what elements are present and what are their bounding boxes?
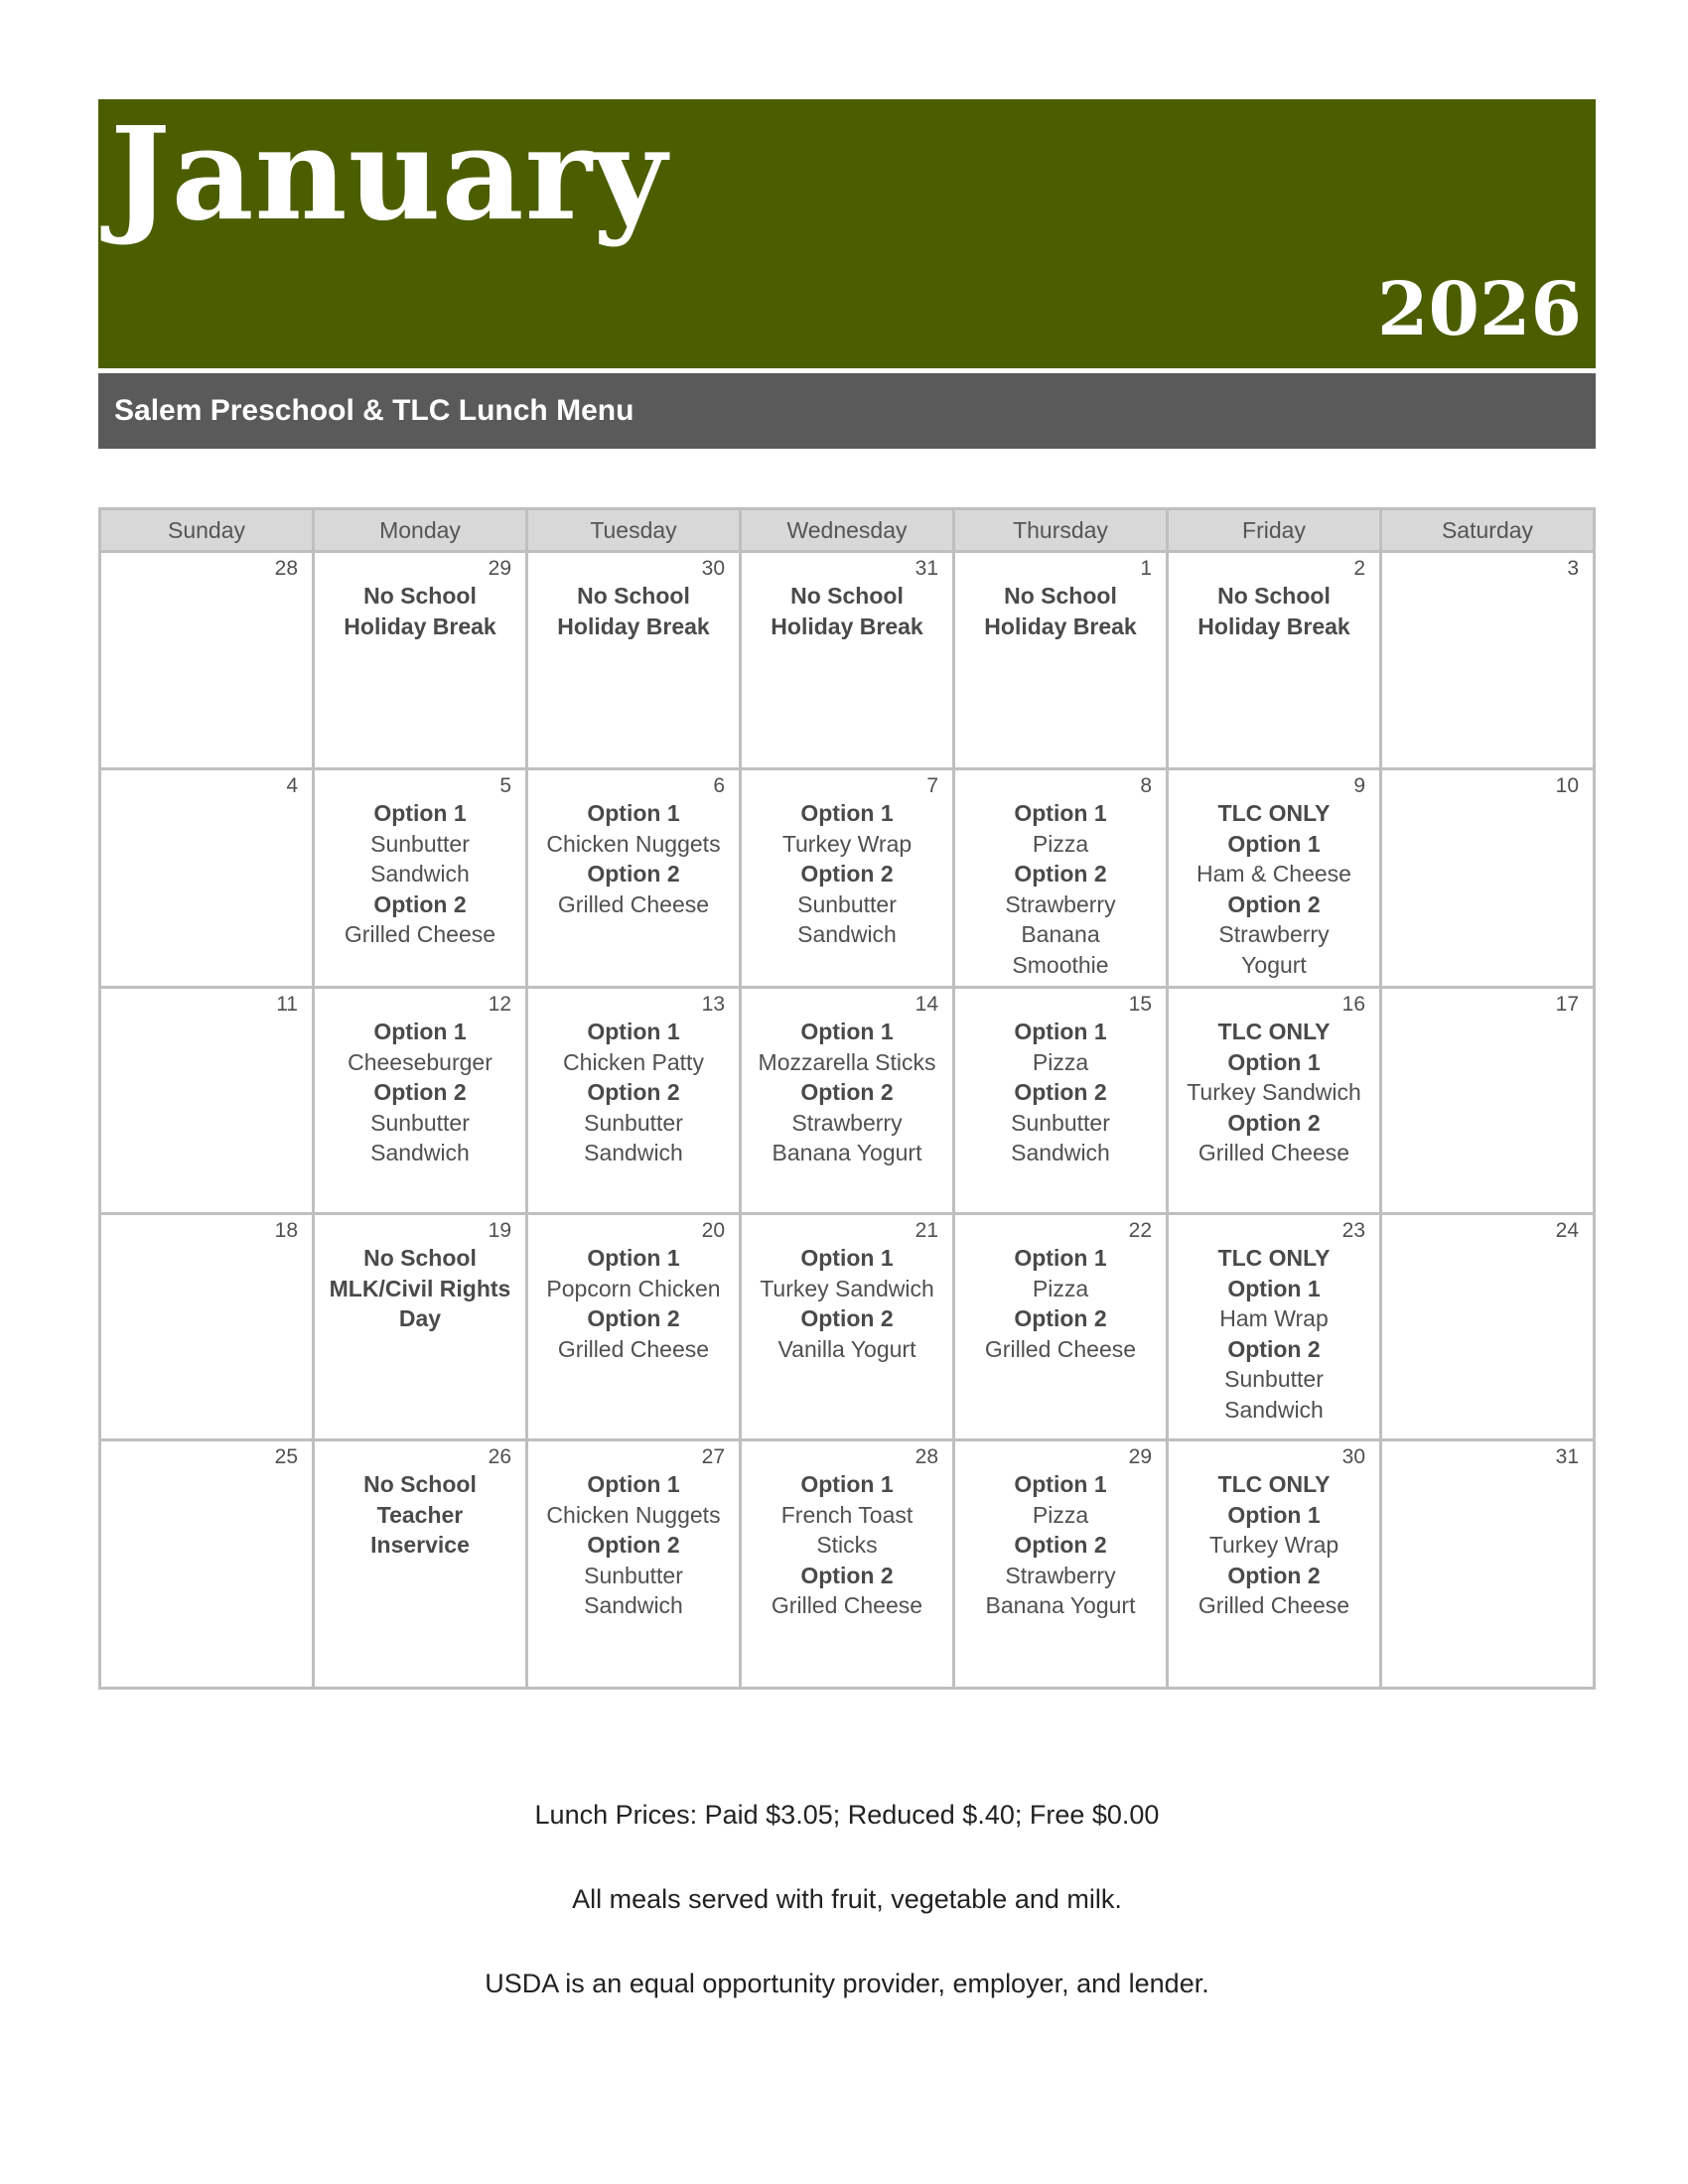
calendar-week-row xyxy=(100,552,1595,769)
menu-heading: TLC ONLY xyxy=(1217,1019,1331,1044)
menu-heading: Option 2 xyxy=(800,1305,894,1331)
menu-item: Pizza xyxy=(1032,1501,1089,1528)
weekday-header-row xyxy=(100,509,1595,552)
calendar-day-cell xyxy=(527,769,741,988)
menu-item: Pizza xyxy=(1032,1275,1089,1301)
menu-item: Grilled Cheese xyxy=(344,921,496,947)
menu-heading: Option 2 xyxy=(1227,1562,1321,1588)
calendar-day-cell xyxy=(1381,552,1595,769)
menu-item: Strawberry xyxy=(1218,921,1330,947)
weekday-sunday: Sunday xyxy=(100,509,314,552)
calendar-day-cell xyxy=(314,1440,527,1689)
menu-item: Vanilla Yogurt xyxy=(777,1335,916,1362)
calendar-day-cell xyxy=(100,988,314,1214)
menu-item: Turkey Wrap xyxy=(1208,1532,1339,1558)
menu-item: Banana Yogurt xyxy=(985,1592,1136,1618)
calendar-day-cell xyxy=(1381,988,1595,1214)
menu-heading: Option 2 xyxy=(1227,890,1321,917)
month-header-banner xyxy=(98,99,1596,368)
day-number: 31 xyxy=(1555,1445,1579,1468)
menu-item: Chicken Nuggets xyxy=(546,1501,721,1528)
day-number: 30 xyxy=(1341,1445,1365,1468)
menu-heading: Option 1 xyxy=(1227,1275,1321,1301)
day-number: 28 xyxy=(274,557,298,580)
day-number: 4 xyxy=(286,774,298,797)
day-number: 5 xyxy=(499,774,511,797)
calendar-day-cell xyxy=(954,1440,1168,1689)
menu-item: Grilled Cheese xyxy=(771,1592,923,1618)
menu-item: Grilled Cheese xyxy=(984,1335,1137,1362)
menu-item: Strawberry xyxy=(1005,1562,1116,1588)
menu-item: Sandwich xyxy=(370,861,470,887)
menu-item: Sandwich xyxy=(797,921,897,947)
menu-heading: Inservice xyxy=(370,1532,470,1558)
weekday-thursday: Thursday xyxy=(954,509,1168,552)
menu-subtitle-banner xyxy=(98,373,1596,449)
day-number: 23 xyxy=(1341,1219,1365,1242)
menu-heading: Option 1 xyxy=(1227,1048,1321,1075)
menu-item: Sunbutter xyxy=(797,890,897,917)
menu-heading: Option 1 xyxy=(800,1471,894,1497)
calendar-day-cell xyxy=(741,552,954,769)
calendar-day-cell xyxy=(741,769,954,988)
calendar-day-cell xyxy=(1381,1214,1595,1440)
calendar-day-cell xyxy=(741,1440,954,1689)
day-number: 1 xyxy=(1140,557,1152,580)
calendar-day-cell xyxy=(314,769,527,988)
menu-heading: No School xyxy=(790,583,904,609)
day-number: 18 xyxy=(274,1219,298,1242)
day-number: 14 xyxy=(914,993,938,1016)
menu-item: Sunbutter xyxy=(584,1562,683,1588)
calendar-day-cell xyxy=(100,552,314,769)
day-number: 28 xyxy=(914,1445,938,1468)
menu-heading: Option 1 xyxy=(373,1019,467,1044)
menu-heading: Option 2 xyxy=(587,861,680,887)
menu-heading: Holiday Break xyxy=(557,613,710,639)
day-number: 12 xyxy=(488,993,511,1016)
menu-heading: No School xyxy=(363,1471,477,1497)
weekday-friday: Friday xyxy=(1168,509,1381,552)
calendar-day-cell xyxy=(100,1440,314,1689)
calendar-day-cell xyxy=(741,988,954,1214)
calendar-day-cell xyxy=(1168,769,1381,988)
calendar-grid xyxy=(98,507,1596,1690)
day-number: 29 xyxy=(488,557,511,580)
menu-heading: Option 2 xyxy=(1014,1079,1107,1105)
menu-heading: Holiday Break xyxy=(984,613,1137,639)
menu-heading: Holiday Break xyxy=(771,613,923,639)
calendar-body xyxy=(100,552,1595,1689)
day-number: 22 xyxy=(1128,1219,1152,1242)
usda-note: USDA is an equal opportunity provider, employer, and lender. xyxy=(485,1969,1209,1998)
calendar-day-cell xyxy=(100,769,314,988)
day-number: 26 xyxy=(488,1445,511,1468)
menu-item: Sunbutter xyxy=(370,830,470,857)
day-number: 27 xyxy=(701,1445,725,1468)
weekday-wednesday: Wednesday xyxy=(741,509,954,552)
calendar-day-cell xyxy=(314,1214,527,1440)
menu-item: Pizza xyxy=(1032,1048,1089,1075)
day-number: 25 xyxy=(274,1445,298,1468)
footer-notes xyxy=(98,1797,1596,2050)
menu-item: Strawberry xyxy=(791,1109,903,1136)
menu-heading: Option 1 xyxy=(1227,1501,1321,1528)
menu-item: Grilled Cheese xyxy=(557,1335,710,1362)
menu-item: Sunbutter xyxy=(584,1109,683,1136)
calendar-day-cell xyxy=(1381,769,1595,988)
menu-item: Turkey Wrap xyxy=(781,830,913,857)
menu-heading: Option 1 xyxy=(587,1471,680,1497)
menu-heading: Option 2 xyxy=(373,1079,467,1105)
day-number: 15 xyxy=(1128,993,1152,1016)
menu-item: Sandwich xyxy=(1011,1140,1110,1165)
menu-item: Sandwich xyxy=(584,1592,683,1618)
calendar-day-cell xyxy=(954,1214,1168,1440)
calendar-day-cell xyxy=(527,1440,741,1689)
calendar-day-cell xyxy=(100,1214,314,1440)
menu-heading: Option 2 xyxy=(1014,1532,1107,1558)
month-title: January xyxy=(110,100,668,249)
menu-item: Smoothie xyxy=(1012,951,1109,978)
lunch-prices: Lunch Prices: Paid $3.05; Reduced $.40; Free $0.00 xyxy=(534,1800,1160,1830)
menu-heading: Option 2 xyxy=(587,1305,680,1331)
day-number: 19 xyxy=(488,1219,511,1242)
menu-heading: Option 2 xyxy=(1014,861,1107,887)
menu-item: Sandwich xyxy=(1224,1396,1324,1423)
menu-heading: Option 1 xyxy=(1227,830,1321,857)
day-number: 9 xyxy=(1353,774,1365,797)
menu-heading: Option 1 xyxy=(373,800,467,826)
calendar-day-cell xyxy=(314,988,527,1214)
menu-subtitle: Salem Preschool & TLC Lunch Menu xyxy=(114,394,634,427)
menu-heading: Holiday Break xyxy=(1197,613,1350,639)
menu-heading: Teacher xyxy=(376,1501,464,1528)
menu-heading: No School xyxy=(363,1245,477,1271)
menu-heading: Option 2 xyxy=(587,1532,680,1558)
weekday-saturday: Saturday xyxy=(1381,509,1595,552)
menu-item: Yogurt xyxy=(1241,951,1307,978)
menu-heading: Option 1 xyxy=(587,1019,680,1044)
calendar-day-cell xyxy=(314,552,527,769)
meals-note: All meals served with fruit, vegetable and milk. xyxy=(572,1884,1122,1914)
menu-heading: Option 2 xyxy=(1227,1335,1321,1362)
calendar-day-cell xyxy=(954,769,1168,988)
menu-item: Sunbutter xyxy=(1011,1109,1110,1136)
menu-heading: Option 2 xyxy=(1227,1109,1321,1136)
menu-item: Pizza xyxy=(1032,830,1089,857)
weekday-tuesday: Tuesday xyxy=(527,509,741,552)
menu-item: Chicken Patty xyxy=(563,1048,704,1075)
menu-heading: MLK/Civil Rights xyxy=(329,1275,511,1301)
menu-heading: Option 2 xyxy=(587,1079,680,1105)
calendar-day-cell xyxy=(1381,1440,1595,1689)
menu-item: Turkey Sandwich xyxy=(1187,1079,1361,1105)
calendar-day-cell xyxy=(1168,988,1381,1214)
calendar-day-cell xyxy=(1168,1214,1381,1440)
menu-item: Sunbutter xyxy=(370,1109,470,1136)
day-number: 13 xyxy=(701,993,725,1016)
calendar-day-cell xyxy=(527,552,741,769)
menu-heading: Option 2 xyxy=(1014,1305,1107,1331)
menu-item: Turkey Sandwich xyxy=(760,1275,934,1301)
menu-heading: Option 1 xyxy=(587,800,680,826)
weekday-monday: Monday xyxy=(314,509,527,552)
day-number: 6 xyxy=(713,774,725,797)
menu-heading: TLC ONLY xyxy=(1217,1471,1331,1497)
calendar-week-row xyxy=(100,769,1595,988)
calendar-day-cell xyxy=(954,552,1168,769)
year-title: 2026 xyxy=(1377,267,1582,352)
menu-item: Chicken Nuggets xyxy=(546,830,721,857)
menu-heading: Option 1 xyxy=(1014,1019,1107,1044)
menu-heading: Option 1 xyxy=(800,800,894,826)
calendar-day-cell xyxy=(1168,552,1381,769)
menu-item: Cheeseburger xyxy=(348,1048,492,1075)
menu-heading: Day xyxy=(398,1305,442,1331)
menu-item: Sticks xyxy=(816,1532,878,1558)
menu-heading: Option 1 xyxy=(1014,1471,1107,1497)
menu-heading: Option 1 xyxy=(800,1019,894,1044)
menu-heading: TLC ONLY xyxy=(1217,1245,1331,1271)
day-number: 8 xyxy=(1140,774,1152,797)
day-number: 17 xyxy=(1555,993,1579,1016)
menu-heading: Option 1 xyxy=(1014,1245,1107,1271)
calendar-week-row xyxy=(100,1440,1595,1689)
menu-item: Sandwich xyxy=(584,1140,683,1165)
day-number: 21 xyxy=(914,1219,938,1242)
menu-heading: Option 2 xyxy=(800,1079,894,1105)
menu-heading: Option 2 xyxy=(800,861,894,887)
menu-heading: No School xyxy=(577,583,690,609)
menu-item: Ham Wrap xyxy=(1219,1305,1329,1331)
menu-heading: No School xyxy=(1217,583,1331,609)
menu-heading: Option 1 xyxy=(587,1245,680,1271)
calendar-day-cell xyxy=(741,1214,954,1440)
menu-item: Ham & Cheese xyxy=(1196,861,1351,887)
calendar-day-cell xyxy=(1168,1440,1381,1689)
menu-item: Mozzarella Sticks xyxy=(758,1048,936,1075)
day-number: 20 xyxy=(701,1219,725,1242)
menu-heading: Option 2 xyxy=(800,1562,894,1588)
menu-heading: Option 1 xyxy=(1014,800,1107,826)
day-number: 3 xyxy=(1567,557,1579,580)
menu-item: Banana xyxy=(1021,921,1100,947)
day-number: 11 xyxy=(276,993,298,1016)
day-number: 30 xyxy=(701,557,725,580)
day-number: 7 xyxy=(926,774,938,797)
menu-heading: TLC ONLY xyxy=(1217,800,1331,826)
menu-item: Grilled Cheese xyxy=(557,890,710,917)
menu-item: Sandwich xyxy=(370,1140,470,1165)
menu-item: Grilled Cheese xyxy=(1197,1592,1350,1618)
day-number: 31 xyxy=(914,557,938,580)
calendar-day-cell xyxy=(527,1214,741,1440)
day-number: 16 xyxy=(1341,993,1365,1016)
menu-heading: No School xyxy=(363,583,477,609)
calendar-week-row xyxy=(100,988,1595,1214)
calendar-week-row xyxy=(100,1214,1595,1440)
calendar-day-cell xyxy=(527,988,741,1214)
menu-item: French Toast xyxy=(780,1501,914,1528)
menu-heading: Option 1 xyxy=(800,1245,894,1271)
menu-heading: No School xyxy=(1004,583,1117,609)
day-number: 10 xyxy=(1555,774,1579,797)
menu-item: Grilled Cheese xyxy=(1197,1140,1350,1165)
menu-item: Sunbutter xyxy=(1224,1366,1324,1392)
day-number: 2 xyxy=(1353,557,1365,580)
menu-item: Popcorn Chicken xyxy=(546,1275,721,1301)
menu-heading: Holiday Break xyxy=(344,613,496,639)
calendar-day-cell xyxy=(954,988,1168,1214)
menu-heading: Option 2 xyxy=(373,890,467,917)
day-number: 29 xyxy=(1128,1445,1152,1468)
day-number: 24 xyxy=(1555,1219,1579,1242)
menu-item: Banana Yogurt xyxy=(772,1140,922,1165)
menu-item: Strawberry xyxy=(1005,890,1116,917)
